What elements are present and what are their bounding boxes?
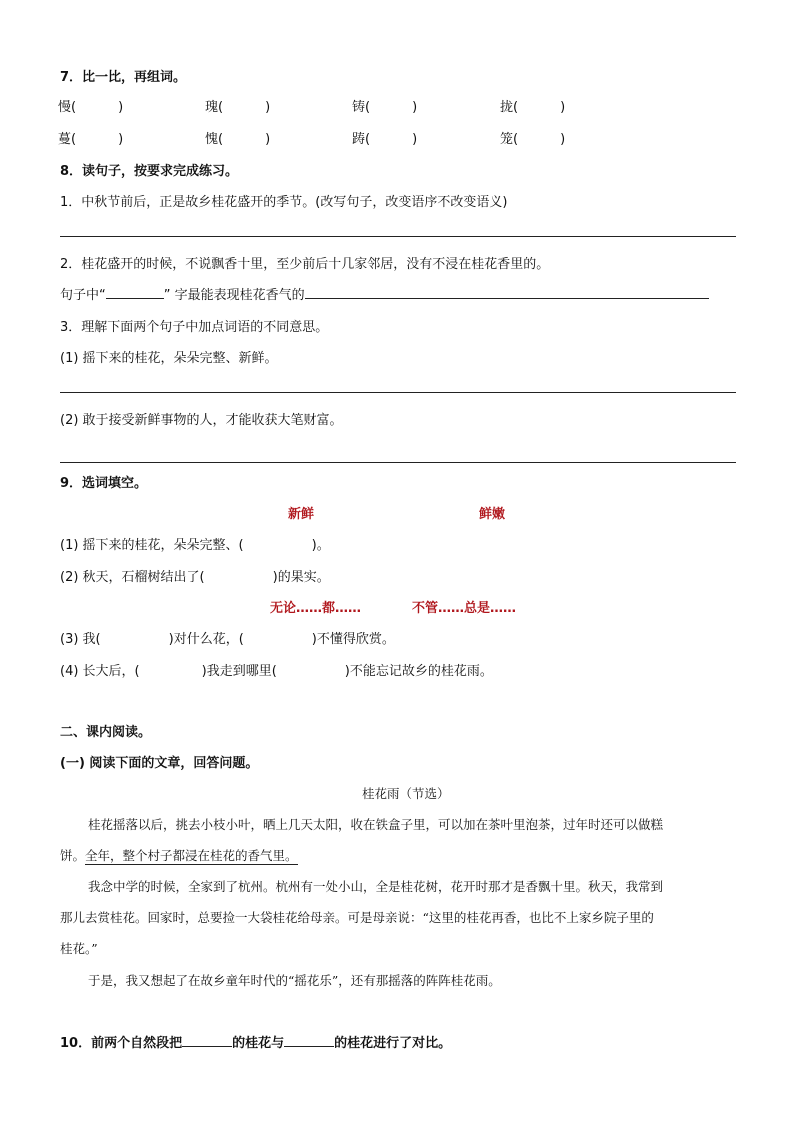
answer-blank[interactable] — [182, 1046, 232, 1047]
q7-item-6: 愧( ) — [205, 132, 271, 147]
q7-title: 7．比一比，再组词。 — [60, 70, 187, 85]
answer-blank[interactable] — [305, 298, 709, 299]
q9-sentence-2: (2) 秋天，石榴树结出了( )的果实。 — [60, 570, 330, 585]
q7-item-1: 慢( ) — [58, 100, 124, 115]
answer-blank[interactable] — [284, 1046, 334, 1047]
word-option: 鲜嫩 — [479, 507, 506, 522]
q8-title: 8．读句子，按要求完成练习。 — [60, 164, 239, 179]
word-option: 不管……总是…… — [412, 601, 517, 616]
answer-line[interactable] — [60, 392, 736, 393]
q8-sentence-3a: (1) 摇下来的桂花，朵朵完整、新鲜。 — [60, 351, 278, 366]
q8-sentence-1: 1．中秋节前后，正是故乡桂花盛开的季节。(改写句子，改变语序不改变语义) — [60, 195, 508, 210]
q8-fill-row: 句子中“ ” 字最能表现桂花香气的 — [60, 284, 736, 303]
passage-line: 饼。全年，整个村子都浸在桂花的香气里。 — [60, 848, 298, 863]
passage-line: 我念中学的时候，全家到了杭州。杭州有一处小山，全是桂花树，花开时那才是香飘十里。秋天，我常到 — [88, 879, 664, 894]
q8-sentence-3b: (2) 敢于接受新鲜事物的人，才能收获大笔财富。 — [60, 413, 343, 428]
q9-title: 9．选词填空。 — [60, 476, 148, 491]
q7-item-5: 蔓( ) — [58, 132, 124, 147]
section-title: 二、课内阅读。 — [60, 725, 152, 740]
q7-item-4: 拢( ) — [500, 100, 566, 115]
passage-line: 桂花。” — [60, 941, 98, 956]
answer-line[interactable] — [60, 462, 736, 463]
q9-sentence-4: (4) 长大后，( )我走到哪里( )不能忘记故乡的桂花雨。 — [60, 664, 493, 679]
q9-sentence-3: (3) 我( )对什么花，( )不懂得欣赏。 — [60, 632, 395, 647]
q7-item-8: 笼( ) — [500, 132, 566, 147]
passage-line: 桂花摇落以后，挑去小枝小叶，晒上几天太阳，收在铁盒子里，可以加在茶叶里泡茶，过年时还可以做糕 — [88, 817, 664, 832]
q9-sentence-1: (1) 摇下来的桂花，朵朵完整、( )。 — [60, 538, 330, 553]
passage-line: 于是，我又想起了在故乡童年时代的“摇花乐”，还有那摇落的阵阵桂花雨。 — [88, 973, 501, 988]
passage-line: 那儿去赏桂花。回家时，总要捡一大袋桂花给母亲。可是母亲说：“这里的桂花再香，也比不上家乡院子里的 — [60, 910, 654, 925]
word-option: 新鲜 — [288, 507, 315, 522]
q8-sentence-2: 2．桂花盛开的时候，不说飘香十里，至少前后十几家邻居，没有不浸在桂花香里的。 — [60, 257, 550, 272]
section-subtitle: (一) 阅读下面的文章，回答问题。 — [60, 756, 259, 771]
q7-item-2: 瑰( ) — [205, 100, 271, 115]
underlined-sentence: 全年，整个村子都浸在桂花的香气里。 — [85, 848, 298, 863]
word-option: 无论……都…… — [270, 601, 362, 616]
q8-sentence-3: 3．理解下面两个句子中加点词语的不同意思。 — [60, 320, 329, 335]
answer-blank[interactable] — [106, 298, 164, 299]
passage-title: 桂花雨（节选） — [362, 786, 450, 801]
q7-item-3: 铸( ) — [352, 100, 418, 115]
q10: 10．前两个自然段把 的桂花与 的桂花进行了对比。 — [60, 1036, 452, 1051]
q7-item-7: 踌( ) — [352, 132, 418, 147]
answer-line[interactable] — [60, 236, 736, 237]
